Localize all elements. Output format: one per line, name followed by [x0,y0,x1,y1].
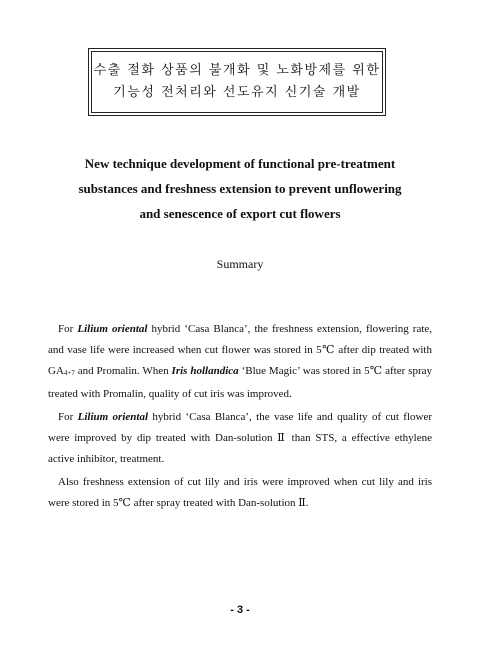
p1-text-a: For [58,323,78,335]
p1-species: Lilium oriental [77,323,148,335]
korean-title-line-1: 수출 절화 상품의 불개화 및 노화방제를 위한 [93,63,381,78]
page-number: - 3 - [230,604,250,616]
p2-text-a: For [58,411,78,423]
korean-title-box [91,51,383,113]
english-title [40,151,440,226]
summary-heading: Summary [216,257,264,271]
p1-text-c: and Promalin. When [74,365,172,377]
korean-title-line-2: 기능성 전처리와 선도유지 신기술 개발 [113,85,361,100]
paragraph-2 [48,407,432,470]
english-title-line-2: substances and freshness extension to prevent unflowering [78,181,402,196]
english-title-line-3: and senescence of export cut flowers [139,206,341,221]
p1-text-d: ‘Blue Magic’ was stored in 5℃ after spray treated with Promalin, quality of cut iris was improved. [48,365,433,400]
p1-species-2: Iris hollandica [171,365,239,377]
p1-text-b: hybrid ‘Casa Blanca’, the freshness extension, flowering rate, and vase life were increased when cut flower was stored in 5℃ after dip treated with GA [48,323,433,377]
paragraph-3: Also freshness extension of cut lily and iris were improved when cut lily and iris were stored in 5℃ after spray treated with Dan-solution Ⅱ. [48,476,432,509]
english-title-line-1: New technique development of functional pre-treatment [84,156,396,171]
p1-subscript: 4+7 [63,369,75,377]
p2-species: Lilium oriental [77,411,149,423]
paragraph-1 [48,319,432,405]
p2-text-b: hybrid ‘Casa Blanca’, the vase life and quality of cut flower were improved by dip treated with Dan-solution Ⅱ than STS, a effective ethylene active inhibitor, treatment. [48,411,433,465]
summary-body [48,319,432,516]
